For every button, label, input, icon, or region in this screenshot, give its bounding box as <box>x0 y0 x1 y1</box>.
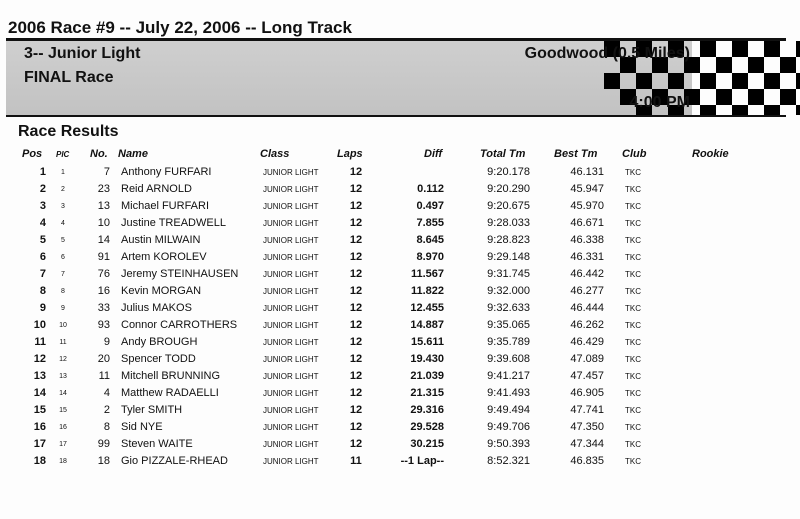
cell-total: 9:32.633 <box>487 302 530 314</box>
table-row <box>0 317 800 334</box>
table-row <box>0 419 800 436</box>
cell-total: 9:20.290 <box>487 183 530 195</box>
cell-laps: 12 <box>349 387 363 399</box>
col-diff-header: Diff <box>424 148 443 160</box>
cell-diff: 15.611 <box>410 336 444 348</box>
cell-best: 47.089 <box>570 353 604 365</box>
cell-pos: 5 <box>39 234 46 246</box>
cell-pos: 7 <box>39 268 46 280</box>
cell-no: 76 <box>97 268 110 280</box>
cell-no: 14 <box>97 234 110 246</box>
cell-pic: 1 <box>61 169 65 176</box>
cell-pos: 4 <box>39 217 46 229</box>
cell-name: Jeremy STEINHAUSEN <box>121 268 239 280</box>
cell-pic: 16 <box>59 424 67 431</box>
cell-no: 99 <box>97 438 110 450</box>
cell-total: 9:29.148 <box>487 251 530 263</box>
cell-total: 9:35.065 <box>487 319 530 331</box>
cell-pos: 16 <box>33 421 46 433</box>
cell-pos: 14 <box>33 387 46 399</box>
cell-diff: 30.215 <box>410 438 444 450</box>
track-name: Goodwood (0.5 Miles) <box>524 45 690 62</box>
cell-total: 9:41.493 <box>487 387 530 399</box>
cell-club: TKC <box>625 236 641 245</box>
cell-name: Anthony FURFARI <box>121 166 212 178</box>
cell-club: TKC <box>625 406 641 415</box>
cell-pos: 12 <box>33 353 46 365</box>
cell-pic: 7 <box>61 271 65 278</box>
cell-total: 9:39.608 <box>487 353 530 365</box>
col-rookie-header: Rookie <box>692 148 729 160</box>
table-row <box>0 334 800 351</box>
cell-total: 8:52.321 <box>487 455 530 467</box>
col-total-header: Total Tm <box>480 148 526 160</box>
cell-laps: 12 <box>349 421 363 433</box>
cell-pos: 8 <box>39 285 46 297</box>
cell-pic: 17 <box>59 441 67 448</box>
cell-name: Connor CARROTHERS <box>121 319 238 331</box>
cell-no: 20 <box>97 353 110 365</box>
cell-total: 9:31.745 <box>487 268 530 280</box>
cell-club: TKC <box>625 440 641 449</box>
table-row <box>0 402 800 419</box>
cell-best: 46.131 <box>570 166 604 178</box>
table-row <box>0 266 800 283</box>
cell-diff: 8.645 <box>416 234 444 246</box>
cell-diff: 11.822 <box>410 285 444 297</box>
cell-class: JUNIOR LIGHT <box>263 389 319 398</box>
cell-best: 45.970 <box>570 200 604 212</box>
cell-class: JUNIOR LIGHT <box>263 219 319 228</box>
cell-club: TKC <box>625 389 641 398</box>
cell-pic: 8 <box>61 288 65 295</box>
cell-class: JUNIOR LIGHT <box>263 372 319 381</box>
cell-name: Michael FURFARI <box>121 200 210 212</box>
cell-laps: 12 <box>349 200 363 212</box>
cell-name: Artem KOROLEV <box>121 251 207 263</box>
col-club-header: Club <box>622 148 647 160</box>
cell-club: TKC <box>625 219 641 228</box>
cell-no: 18 <box>97 455 110 467</box>
cell-laps: 12 <box>349 234 363 246</box>
cell-total: 9:28.033 <box>487 217 530 229</box>
cell-total: 9:20.178 <box>487 166 530 178</box>
cell-total: 9:32.000 <box>487 285 530 297</box>
cell-class: JUNIOR LIGHT <box>263 270 319 279</box>
cell-name: Mitchell BRUNNING <box>121 370 221 382</box>
cell-best: 47.741 <box>570 404 604 416</box>
cell-name: Gio PIZZALE-RHEAD <box>121 455 228 467</box>
cell-pos: 1 <box>39 166 46 178</box>
cell-total: 9:50.393 <box>487 438 530 450</box>
cell-class: JUNIOR LIGHT <box>263 406 319 415</box>
cell-total: 9:20.675 <box>487 200 530 212</box>
cell-diff: --1 Lap-- <box>400 455 444 467</box>
class-name: 3-- Junior Light <box>24 45 141 62</box>
cell-laps: 12 <box>349 404 363 416</box>
cell-laps: 12 <box>349 268 363 280</box>
cell-pic: 15 <box>59 407 67 414</box>
table-row <box>0 215 800 232</box>
cell-class: JUNIOR LIGHT <box>263 338 319 347</box>
col-class-header: Class <box>260 148 290 160</box>
table-row <box>0 436 800 453</box>
cell-pos: 11 <box>34 336 46 348</box>
cell-laps: 12 <box>349 438 363 450</box>
page-title: 2006 Race #9 -- July 22, 2006 -- Long Track <box>8 18 352 37</box>
cell-best: 46.444 <box>570 302 604 314</box>
cell-laps: 12 <box>349 251 363 263</box>
cell-diff: 19.430 <box>410 353 444 365</box>
cell-pic: 6 <box>61 254 65 261</box>
cell-diff: 0.112 <box>417 183 444 195</box>
cell-total: 9:28.823 <box>487 234 530 246</box>
cell-diff: 21.315 <box>410 387 444 399</box>
cell-club: TKC <box>625 304 641 313</box>
cell-best: 47.457 <box>570 370 604 382</box>
cell-best: 46.442 <box>570 268 604 280</box>
cell-no: 10 <box>97 217 110 229</box>
cell-best: 46.331 <box>570 251 604 263</box>
cell-no: 11 <box>98 370 110 382</box>
cell-best: 47.344 <box>570 438 604 450</box>
table-row <box>0 232 800 249</box>
cell-class: JUNIOR LIGHT <box>263 287 319 296</box>
cell-class: JUNIOR LIGHT <box>263 321 319 330</box>
cell-class: JUNIOR LIGHT <box>263 423 319 432</box>
cell-best: 46.338 <box>570 234 604 246</box>
cell-laps: 12 <box>349 217 363 229</box>
cell-no: 33 <box>97 302 110 314</box>
cell-pos: 9 <box>39 302 46 314</box>
cell-no: 7 <box>103 166 110 178</box>
table-row <box>0 300 800 317</box>
table-row <box>0 198 800 215</box>
cell-no: 13 <box>97 200 110 212</box>
table-row <box>0 453 800 470</box>
cell-club: TKC <box>625 372 641 381</box>
cell-club: TKC <box>625 321 641 330</box>
cell-pic: 18 <box>59 458 67 465</box>
col-pos-header: Pos <box>22 148 43 160</box>
banner-rule <box>6 115 786 117</box>
cell-name: Spencer TODD <box>121 353 196 365</box>
cell-laps: 12 <box>349 336 363 348</box>
table-row <box>0 249 800 266</box>
cell-best: 46.277 <box>570 285 604 297</box>
cell-best: 46.835 <box>570 455 604 467</box>
cell-diff: 21.039 <box>410 370 444 382</box>
cell-laps: 12 <box>349 302 363 314</box>
cell-pic: 9 <box>61 305 65 312</box>
cell-pos: 13 <box>33 370 46 382</box>
cell-club: TKC <box>625 423 641 432</box>
cell-class: JUNIOR LIGHT <box>263 185 319 194</box>
cell-no: 23 <box>97 183 110 195</box>
cell-club: TKC <box>625 355 641 364</box>
table-row <box>0 385 800 402</box>
cell-pic: 5 <box>61 237 65 244</box>
cell-name: Kevin MORGAN <box>121 285 202 297</box>
cell-pos: 18 <box>33 455 46 467</box>
cell-pos: 3 <box>39 200 46 212</box>
cell-best: 47.350 <box>570 421 604 433</box>
cell-total: 9:49.706 <box>487 421 530 433</box>
cell-club: TKC <box>625 202 641 211</box>
cell-pic: 3 <box>61 203 65 210</box>
cell-class: JUNIOR LIGHT <box>263 355 319 364</box>
cell-pos: 17 <box>33 438 46 450</box>
cell-club: TKC <box>625 457 641 466</box>
cell-laps: 12 <box>349 370 363 382</box>
cell-no: 4 <box>103 387 110 399</box>
table-row <box>0 283 800 300</box>
cell-diff: 29.528 <box>410 421 444 433</box>
cell-pos: 2 <box>39 183 46 195</box>
cell-pic: 14 <box>59 390 67 397</box>
cell-laps: 12 <box>349 353 363 365</box>
cell-name: Julius MAKOS <box>121 302 192 314</box>
cell-pic: 13 <box>59 373 67 380</box>
cell-no: 2 <box>103 404 110 416</box>
cell-name: Tyler SMITH <box>121 404 183 416</box>
cell-total: 9:49.494 <box>487 404 530 416</box>
table-row <box>0 164 800 181</box>
cell-name: Sid NYE <box>121 421 163 433</box>
cell-diff: 11.567 <box>410 268 444 280</box>
table-row <box>0 181 800 198</box>
cell-laps: 12 <box>349 183 363 195</box>
race-time: 4:00 PM <box>629 94 690 111</box>
cell-laps: 12 <box>349 319 363 331</box>
cell-diff: 7.855 <box>416 217 444 229</box>
cell-best: 46.671 <box>570 217 604 229</box>
cell-name: Matthew RADAELLI <box>121 387 219 399</box>
cell-class: JUNIOR LIGHT <box>263 168 319 177</box>
cell-name: Austin MILWAIN <box>121 234 201 246</box>
cell-no: 93 <box>97 319 110 331</box>
cell-club: TKC <box>625 287 641 296</box>
cell-name: Steven WAITE <box>121 438 193 450</box>
cell-pic: 12 <box>59 356 67 363</box>
cell-diff: 29.316 <box>410 404 444 416</box>
cell-pic: 10 <box>59 322 67 329</box>
cell-no: 91 <box>97 251 110 263</box>
col-laps-header: Laps <box>337 148 363 160</box>
cell-pos: 15 <box>33 404 46 416</box>
cell-pos: 6 <box>39 251 46 263</box>
cell-diff: 12.455 <box>410 302 444 314</box>
cell-best: 46.429 <box>570 336 604 348</box>
cell-pic: 2 <box>61 186 65 193</box>
cell-no: 8 <box>103 421 110 433</box>
cell-no: 16 <box>97 285 110 297</box>
cell-laps: 12 <box>349 166 363 178</box>
cell-diff: 0.497 <box>416 200 444 212</box>
cell-best: 46.262 <box>570 319 604 331</box>
race-name: FINAL Race <box>24 69 114 86</box>
col-no-header: No. <box>90 148 108 160</box>
cell-total: 9:41.217 <box>487 370 530 382</box>
cell-pos: 10 <box>33 319 46 331</box>
cell-name: Reid ARNOLD <box>121 183 192 195</box>
col-best-header: Best Tm <box>554 148 598 160</box>
cell-diff: 8.970 <box>416 251 444 263</box>
cell-club: TKC <box>625 338 641 347</box>
cell-club: TKC <box>625 253 641 262</box>
table-row <box>0 351 800 368</box>
cell-best: 45.947 <box>570 183 604 195</box>
cell-class: JUNIOR LIGHT <box>263 236 319 245</box>
cell-best: 46.905 <box>570 387 604 399</box>
cell-class: JUNIOR LIGHT <box>263 440 319 449</box>
cell-class: JUNIOR LIGHT <box>263 457 319 466</box>
col-name-header: Name <box>118 148 148 160</box>
cell-name: Andy BROUGH <box>121 336 198 348</box>
cell-club: TKC <box>625 168 641 177</box>
cell-class: JUNIOR LIGHT <box>263 304 319 313</box>
cell-club: TKC <box>625 270 641 279</box>
cell-class: JUNIOR LIGHT <box>263 253 319 262</box>
section-title: Race Results <box>18 123 119 140</box>
col-pic-header: PIC <box>56 150 70 159</box>
cell-name: Justine TREADWELL <box>121 217 226 229</box>
table-row <box>0 368 800 385</box>
cell-pic: 4 <box>61 220 65 227</box>
cell-pic: 11 <box>59 339 67 346</box>
cell-laps: 11 <box>350 455 362 467</box>
cell-total: 9:35.789 <box>487 336 530 348</box>
cell-diff: 14.887 <box>410 319 444 331</box>
cell-club: TKC <box>625 185 641 194</box>
cell-class: JUNIOR LIGHT <box>263 202 319 211</box>
cell-no: 9 <box>103 336 110 348</box>
cell-laps: 12 <box>349 285 363 297</box>
